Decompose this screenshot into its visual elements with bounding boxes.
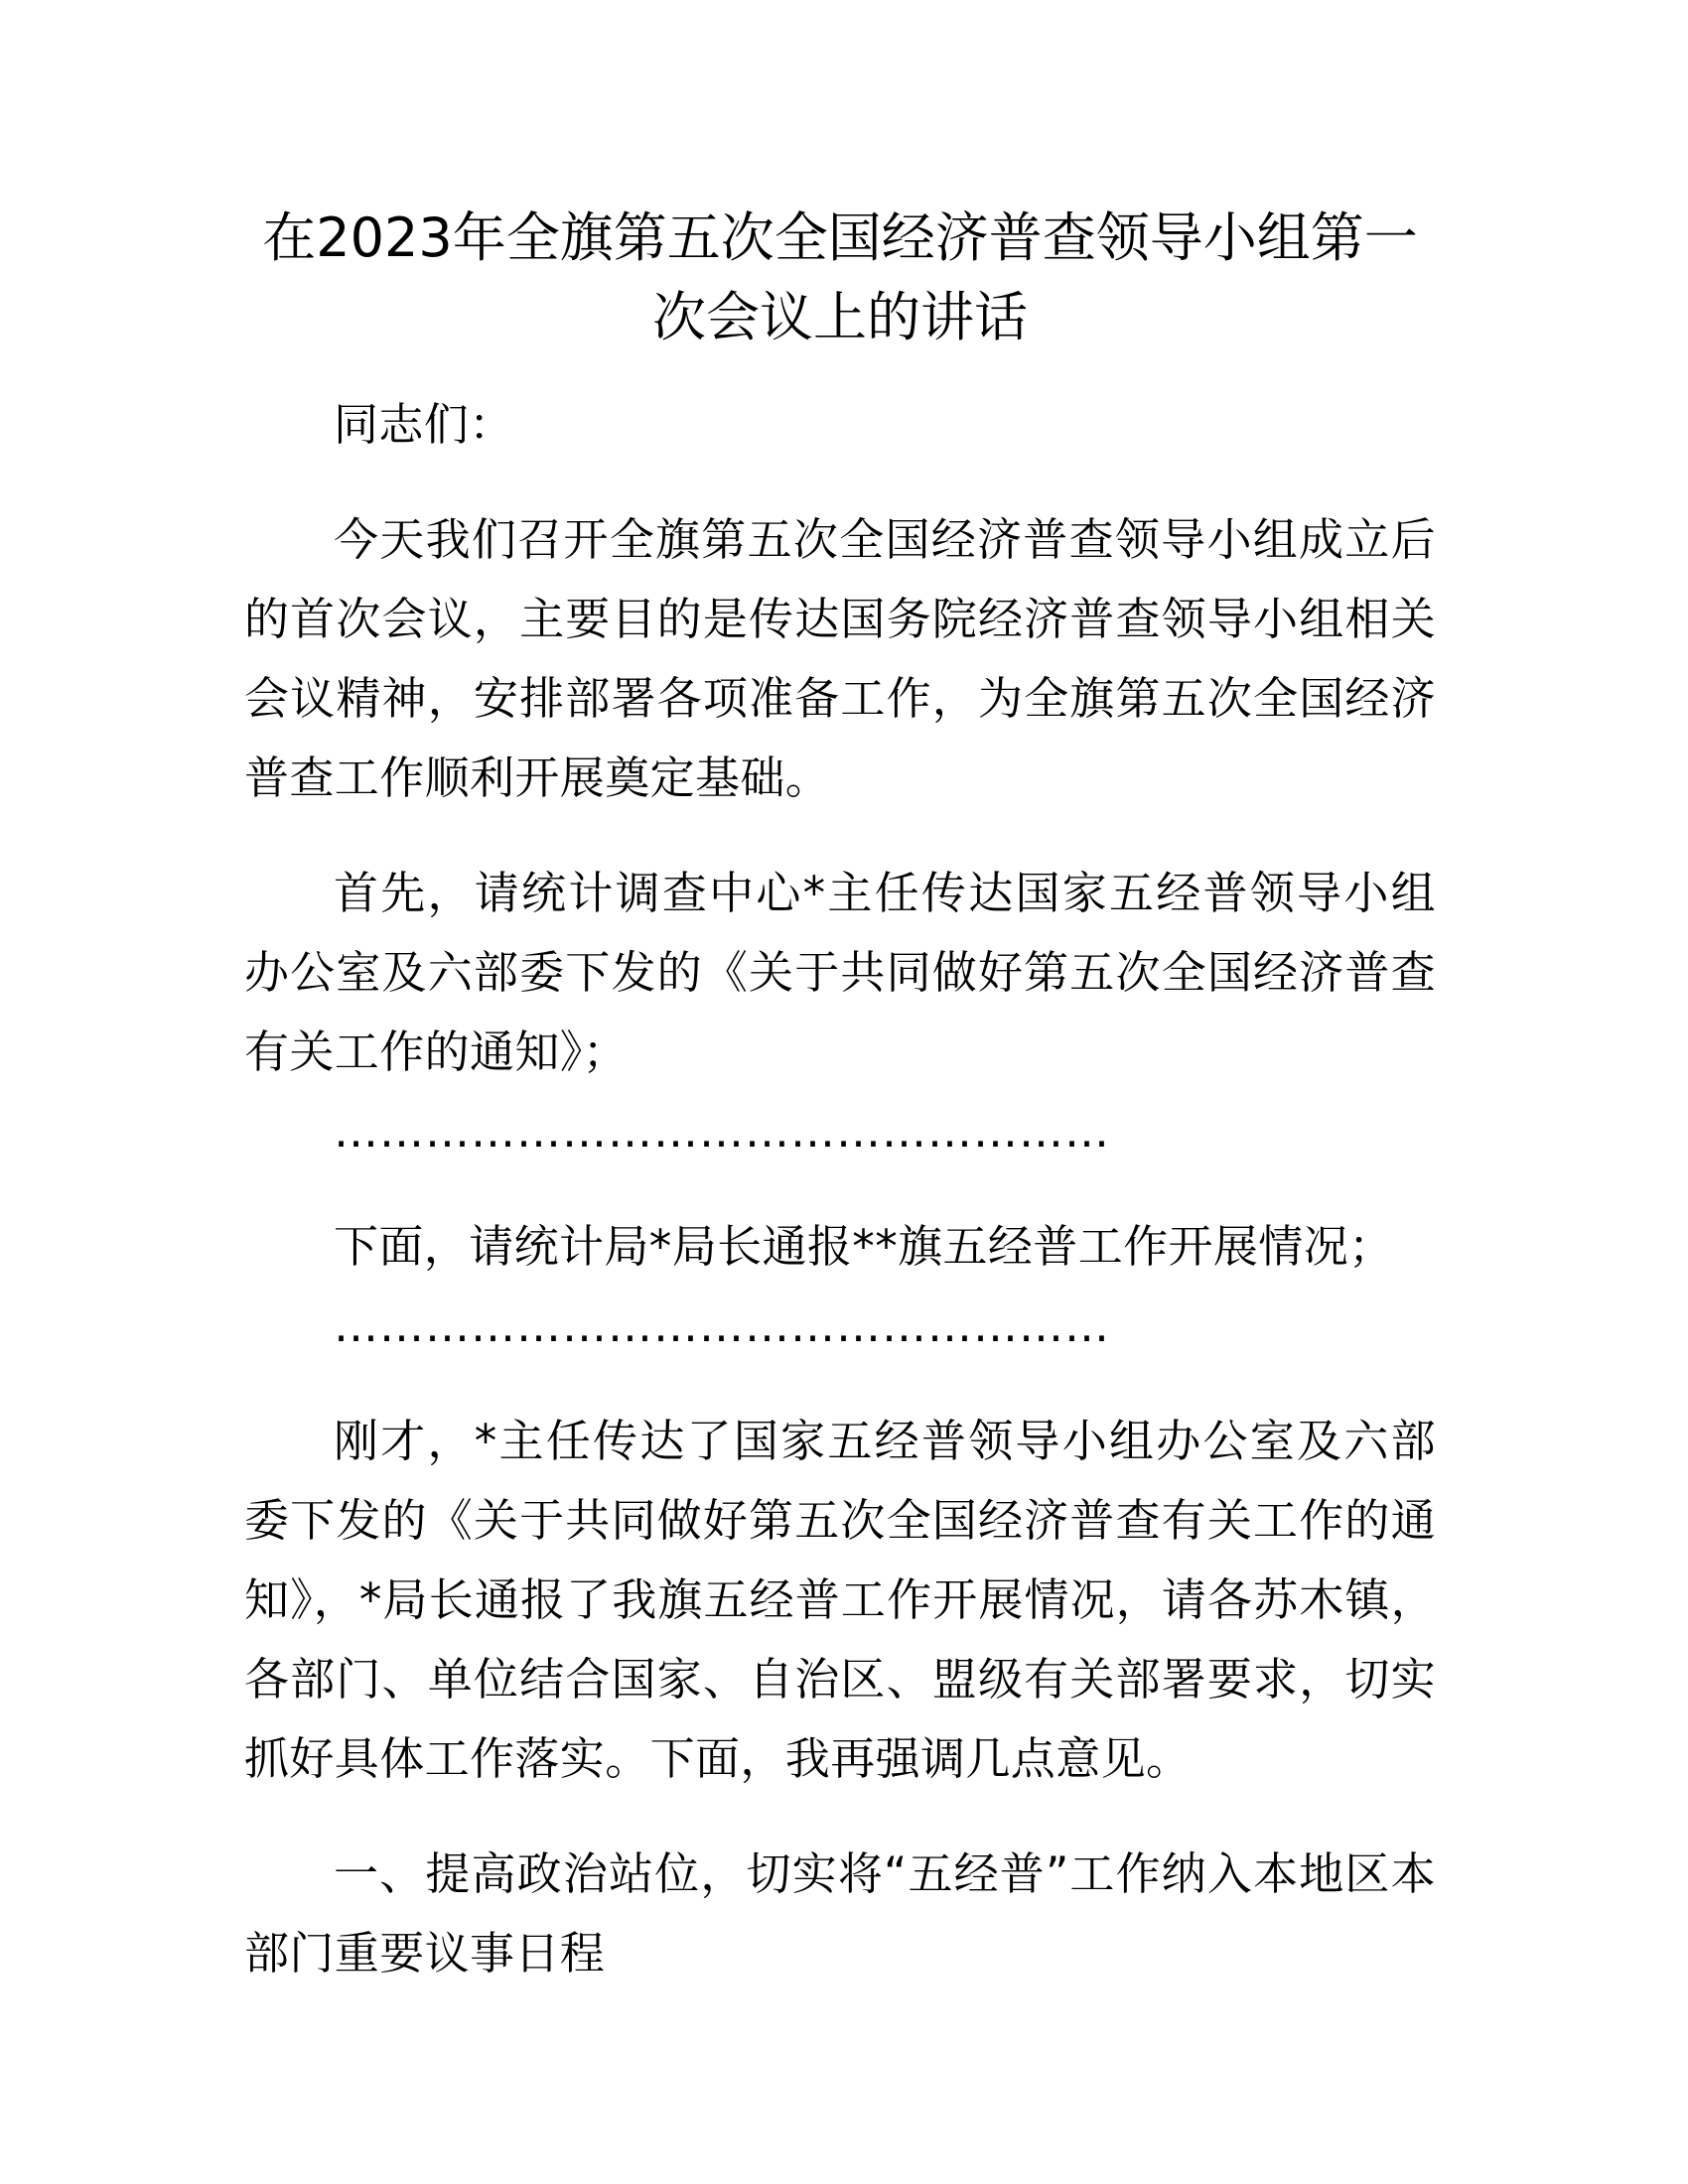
paragraph-summary: 刚才，*主任传达了国家五经普领导小组办公室及六部委下发的《关于共同做好第五次全国经济普查有关工作的通知》，*局长通报了我旗五经普工作开展情况，请各苏木镇，各部门、单位结合国家、自治区、盟级有关部署要求，切实抓好具体工作落实。下面，我再强调几点意见。 — [244, 1415, 1436, 1785]
salutation: 同志们： — [334, 398, 514, 451]
paragraph-opening: 今天我们召开全旗第五次全国经济普查领导小组成立后的首次会议，主要目的是传达国务院经济普查领导小组相关会议精神，安排部署各项准备工作，为全旗第五次全国经济普查工作顺利开展奠定基础。 — [244, 513, 1436, 804]
paragraph-first-item: 首先，请统计调查中心*主任传达国家五经普领导小组办公室及六部委下发的《关于共同做好第五次全国经济普查有关工作的通知》； — [244, 867, 1436, 1078]
paragraph-second-item: 下面，请统计局*局长通报**旗五经普工作开展情况； — [334, 1220, 1394, 1273]
ellipsis-separator: …………………………………………… — [334, 1105, 1110, 1158]
document-title: 在2023年全旗第五次全国经济普查领导小组第一次会议上的讲话 — [262, 206, 1418, 348]
ellipsis-separator: …………………………………………… — [334, 1299, 1110, 1352]
section-heading-one: 一、提高政治站位，切实将“五经普”工作纳入本地区本部门重要议事日程 — [244, 1847, 1436, 1979]
document-page — [244, 199, 1436, 1993]
